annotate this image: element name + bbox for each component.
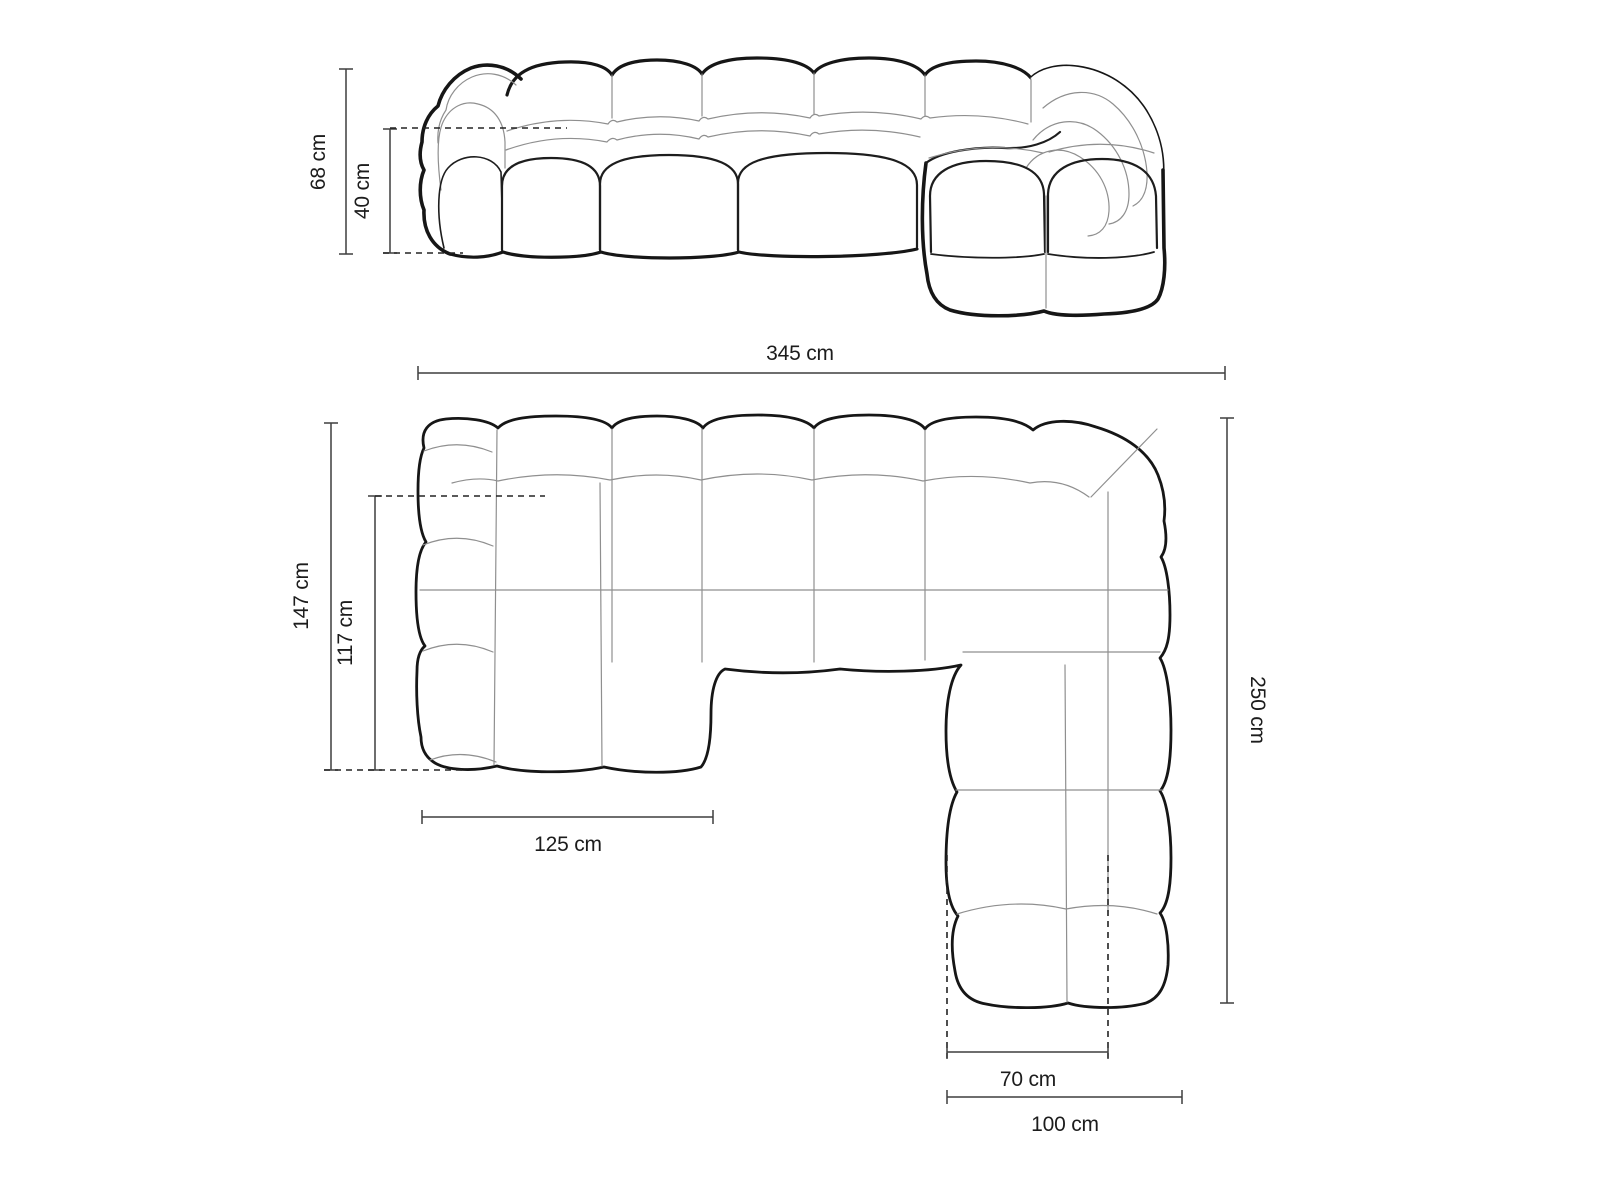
plan-outline — [416, 415, 1171, 1008]
dim-line-left-depth — [324, 423, 338, 770]
dim-line-chaise-seat-width — [947, 1045, 1108, 1059]
dim-line-inner-depth — [368, 496, 382, 770]
front-elevation-view — [420, 58, 1165, 316]
label-left-depth: 147 cm — [290, 562, 313, 630]
label-chaise-seat-width: 70 cm — [999, 1068, 1057, 1091]
label-inner-depth: 117 cm — [334, 599, 357, 667]
label-total-height: 68 cm — [307, 133, 330, 191]
dim-line-seat-height — [383, 129, 397, 253]
dim-line-right-depth — [1220, 418, 1234, 1003]
dim-line-left-section-width — [422, 810, 713, 824]
label-chaise-total-width: 100 cm — [1031, 1113, 1099, 1136]
label-left-section-width: 125 cm — [534, 833, 602, 856]
dim-line-total-height — [339, 69, 353, 254]
label-right-depth: 250 cm — [1246, 676, 1269, 744]
top-plan-view — [416, 415, 1171, 1008]
dim-line-total-width — [418, 366, 1225, 380]
dim-line-chaise-total-width — [947, 1090, 1182, 1104]
label-total-width: 345 cm — [766, 342, 834, 365]
label-seat-height: 40 cm — [351, 162, 374, 220]
